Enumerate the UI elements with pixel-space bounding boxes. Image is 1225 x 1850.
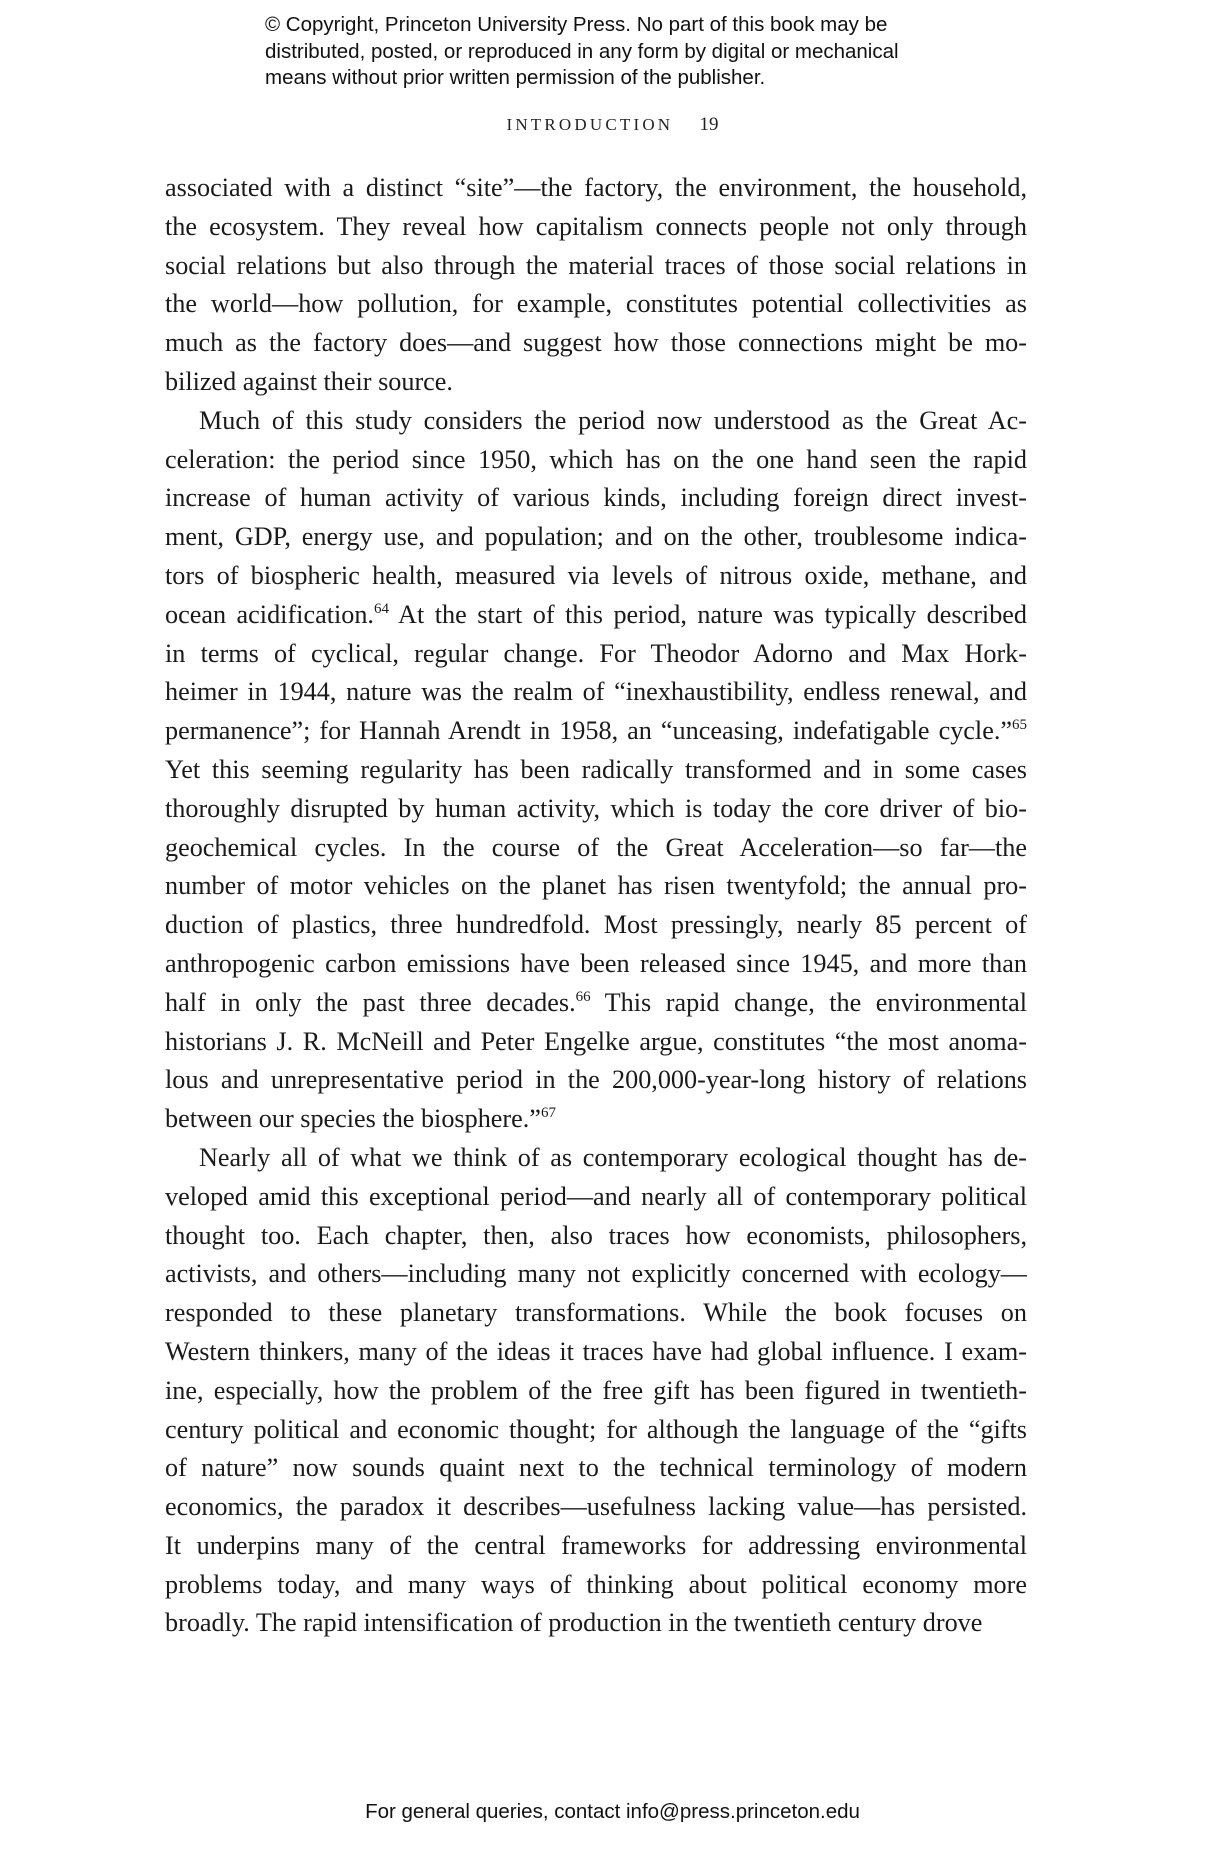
copyright-line: © Copyright, Princeton University Press. No part of this book may be: [265, 13, 888, 36]
text-segment: ocean acidification.: [165, 599, 374, 629]
body-paragraph: [165, 1139, 1027, 1643]
text-line: celeration: the period since 1950, which has on the one hand seen the rapid: [165, 444, 1027, 474]
text-line: activists, and others—including many not explicitly concerned with ecology—: [165, 1259, 1027, 1289]
text-line: [165, 712, 1027, 751]
text-line: Much of this study considers the period now understood as the Great Ac-: [199, 405, 1027, 435]
text-segment: between our species the biosphere.”: [165, 1104, 541, 1134]
text-line: in terms of cyclical, regular change. For Theodor Adorno and Max Hork-: [165, 638, 1027, 668]
footnote-reference[interactable]: 67: [540, 1105, 556, 1122]
footer-contact: For general queries, contact info@press.princeton.edu: [365, 1800, 860, 1823]
text-line: problems today, and many ways of thinking about political economy more: [165, 1569, 1027, 1599]
running-head: [0, 114, 1225, 136]
text-line: heimer in 1944, nature was the realm of “inexhaustibility, endless renewal, and: [165, 677, 1027, 707]
text-line: It underpins many of the central frameworks for addressing environmental: [165, 1530, 1027, 1560]
body-paragraph: [165, 169, 1027, 402]
text-line: Yet this seeming regularity has been radically transformed and in some cases: [165, 754, 1027, 784]
copyright-notice: [265, 12, 1045, 92]
text-line: ine, especially, how the problem of the free gift has been figured in twentieth-: [165, 1375, 1027, 1405]
text-line: Nearly all of what we think of as contemporary ecological thought has de-: [199, 1142, 1027, 1172]
text-line: the world—how pollution, for example, constitutes potential collectivities as: [165, 289, 1027, 319]
copyright-line: means without prior written permission of the publisher.: [265, 66, 766, 89]
text-line: economics, the paradox it describes—usefulness lacking value—has persisted.: [165, 1492, 1027, 1522]
text-line: thoroughly disrupted by human activity, which is today the core driver of bio-: [165, 793, 1027, 823]
text-segment: This rapid change, the environmental: [590, 987, 1027, 1017]
text-line: associated with a distinct “site”—the factory, the environment, the household,: [165, 173, 1027, 202]
text-line: anthropogenic carbon emissions have been released since 1945, and more than: [165, 948, 1027, 978]
footnote-reference[interactable]: 64: [373, 600, 389, 617]
footnote-reference[interactable]: 66: [575, 988, 591, 1005]
text-line: century political and economic thought; for although the language of the “gifts: [165, 1414, 1027, 1444]
text-line: the ecosystem. They reveal how capitalism connects people not only through: [165, 211, 1027, 241]
footnote-reference[interactable]: 65: [1012, 717, 1027, 734]
text-segment: permanence”; for Hannah Arendt in 1958, an “unceasing, indefatigable cycle.”: [165, 716, 1012, 746]
text-line: [165, 984, 1027, 1023]
text-line: duction of plastics, three hundredfold. Most pressingly, nearly 85 percent of: [165, 910, 1027, 940]
running-head-title: INTRODUCTION: [506, 115, 674, 134]
text-line: of nature” now sounds quaint next to the technical terminology of modern: [165, 1453, 1027, 1483]
page-number: 19: [699, 114, 719, 135]
body-paragraph: [165, 402, 1027, 1139]
text-line: thought too. Each chapter, then, also traces how economists, philosophers,: [165, 1220, 1027, 1250]
text-line: [165, 1100, 1027, 1139]
text-line: increase of human activity of various kinds, including foreign direct invest-: [165, 483, 1027, 513]
text-line: social relations but also through the material traces of those social relations in: [165, 250, 1027, 280]
text-line: geochemical cycles. In the course of the Great Acceleration—so far—the: [165, 832, 1027, 862]
text-line: broadly. The rapid intensification of production in the twentieth century drove: [165, 1608, 983, 1638]
copyright-line: distributed, posted, or reproduced in any form by digital or mechanical: [265, 39, 899, 63]
text-line: ment, GDP, energy use, and population; and on the other, troublesome indica-: [165, 522, 1027, 552]
text-segment: At the start of this period, nature was typically described: [388, 599, 1028, 629]
text-line: tors of biospheric health, measured via levels of nitrous oxide, methane, and: [165, 560, 1027, 590]
text-line: responded to these planetary transformations. While the book focuses on: [165, 1298, 1027, 1328]
text-line: Western thinkers, many of the ideas it traces have had global influence. I exam-: [165, 1336, 1027, 1366]
text-line: veloped amid this exceptional period—and nearly all of contemporary political: [165, 1181, 1027, 1211]
text-line: lous and unrepresentative period in the 200,000-year-long history of relations: [165, 1065, 1027, 1095]
text-line: historians J. R. McNeill and Peter Engelke argue, constitutes “the most anoma-: [165, 1026, 1027, 1056]
text-line: much as the factory does—and suggest how those connections might be mo-: [165, 328, 1027, 358]
text-line: number of motor vehicles on the planet has risen twentyfold; the annual pro-: [165, 871, 1027, 901]
text-line: bilized against their source.: [165, 366, 453, 396]
text-segment: half in only the past three decades.: [165, 987, 576, 1017]
text-line: [165, 596, 1027, 635]
body-text: [165, 169, 1027, 1643]
